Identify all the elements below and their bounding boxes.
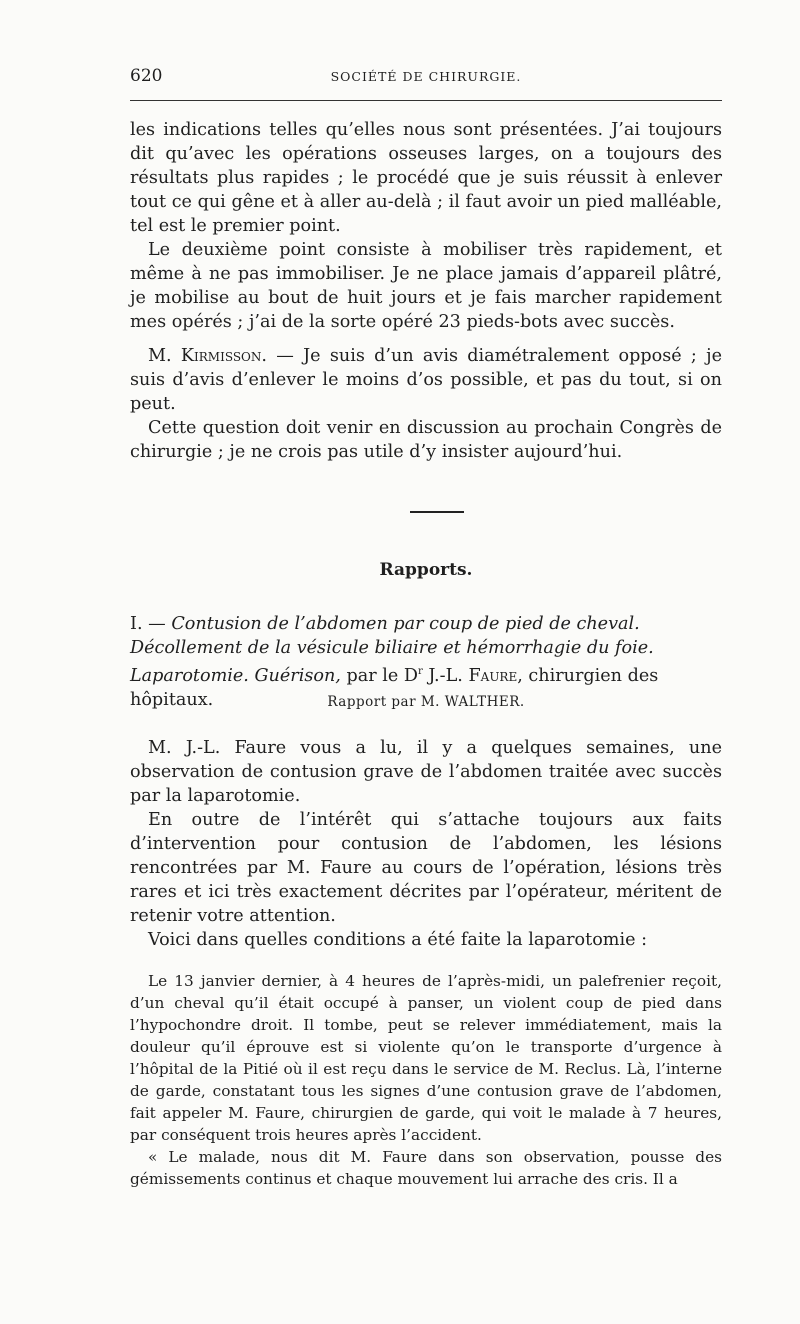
- paragraph: « Le malade, nous dit M. Faure dans son observation, pousse des gémissements continus et chaque mouvement lui arrache des cris. Il a: [130, 1148, 722, 1188]
- report-title-italic: Contusion de l’abdomen par coup de pied de cheval. Décollement de la vésicule biliaire et hémorrhagie du foie. Laparotomie. Guérison,: [130, 614, 654, 686]
- paragraph: Voici dans quelles conditions a été faite la laparotomie :: [148, 930, 648, 950]
- speaker-name: M. Kirmisson.: [148, 346, 267, 366]
- running-header: [130, 66, 722, 96]
- report-number: I. —: [130, 614, 166, 634]
- observation-text: [130, 970, 722, 1190]
- speaker-text: — Je suis d’un avis diamétralement opposé ; je suis d’avis d’enlever le moins d’os possible, et pas du tout, si on peut.: [130, 346, 722, 414]
- report-by-prefix: par le D: [340, 665, 418, 686]
- paragraph: les indications telles qu’elles nous sont présentées. J’ai toujours dit qu’avec les opérations osseuses larges, on a toujours des résultats plus rapides ; le procédé que je suis réussit à enlever tout ce qui gêne et à aller au-delà ; il faut avoir un pied malléable, tel est le premier point.: [130, 120, 722, 236]
- paragraph: Cette question doit venir en discussion au prochain Congrès de chirurgie ; je ne crois pas utile d’y insister aujourd’hui.: [130, 418, 722, 462]
- paragraph: Le 13 janvier dernier, à 4 heures de l’après-midi, un palefrenier reçoit, d’un cheval qu’il était occupé à panser, un violent coup de pied dans l’hypochondre droit. Il tombe, peut se relever immédiatement, mais la douleur qu’il éprouve est si violente qu’on le transporte d’urgence à l’hôpital de la Pitié où il est reçu dans le service de M. Reclus. Là, l’interne de garde, constatant tous les signes d’une contusion grave de l’abdomen, fait appeler M. Faure, chirurgien de garde, qui voit le malade à 7 heures, par conséquent trois heures après l’accident.: [130, 972, 722, 1144]
- paragraph: Le deuxième point consiste à mobiliser très rapidement, et même à ne pas immobiliser. Je ne place jamais d’appareil plâtré, je mobilise au bout de huit jours et je fais marcher rapidement mes opérés ; j’ai de la sorte opéré 23 pieds-bots avec succès.: [130, 240, 722, 332]
- paragraph: M. J.-L. Faure vous a lu, il y a quelques semaines, une observation de contusion grave de l’abdomen traitée avec succès par la laparotomie.: [130, 738, 722, 806]
- paragraph: En outre de l’intérêt qui s’attache toujours aux faits d’intervention pour contusion de l’abdomen, les lésions rencontrées par M. Faure au cours de l’opération, lésions très rares et ici très exactement décrites par l’opérateur, méritent de retenir votre attention.: [130, 810, 722, 926]
- report-body: [130, 736, 722, 952]
- rapporteur-line: Rapport par M. WALTHER.: [327, 694, 525, 710]
- intro-text: [130, 118, 722, 464]
- page-number: 620: [130, 66, 163, 86]
- section-divider: [410, 511, 464, 513]
- report-author-role: chirurgien des hôpitaux.: [130, 665, 659, 710]
- section-title: Rapports.: [379, 560, 473, 580]
- report-by-sup: r: [417, 666, 423, 677]
- kirmisson-paragraph: [130, 344, 722, 416]
- running-title: SOCIÉTÉ DE CHIRURGIE.: [330, 69, 522, 84]
- report-author: J.-L. Faure,: [422, 665, 523, 686]
- header-rule: [130, 100, 722, 101]
